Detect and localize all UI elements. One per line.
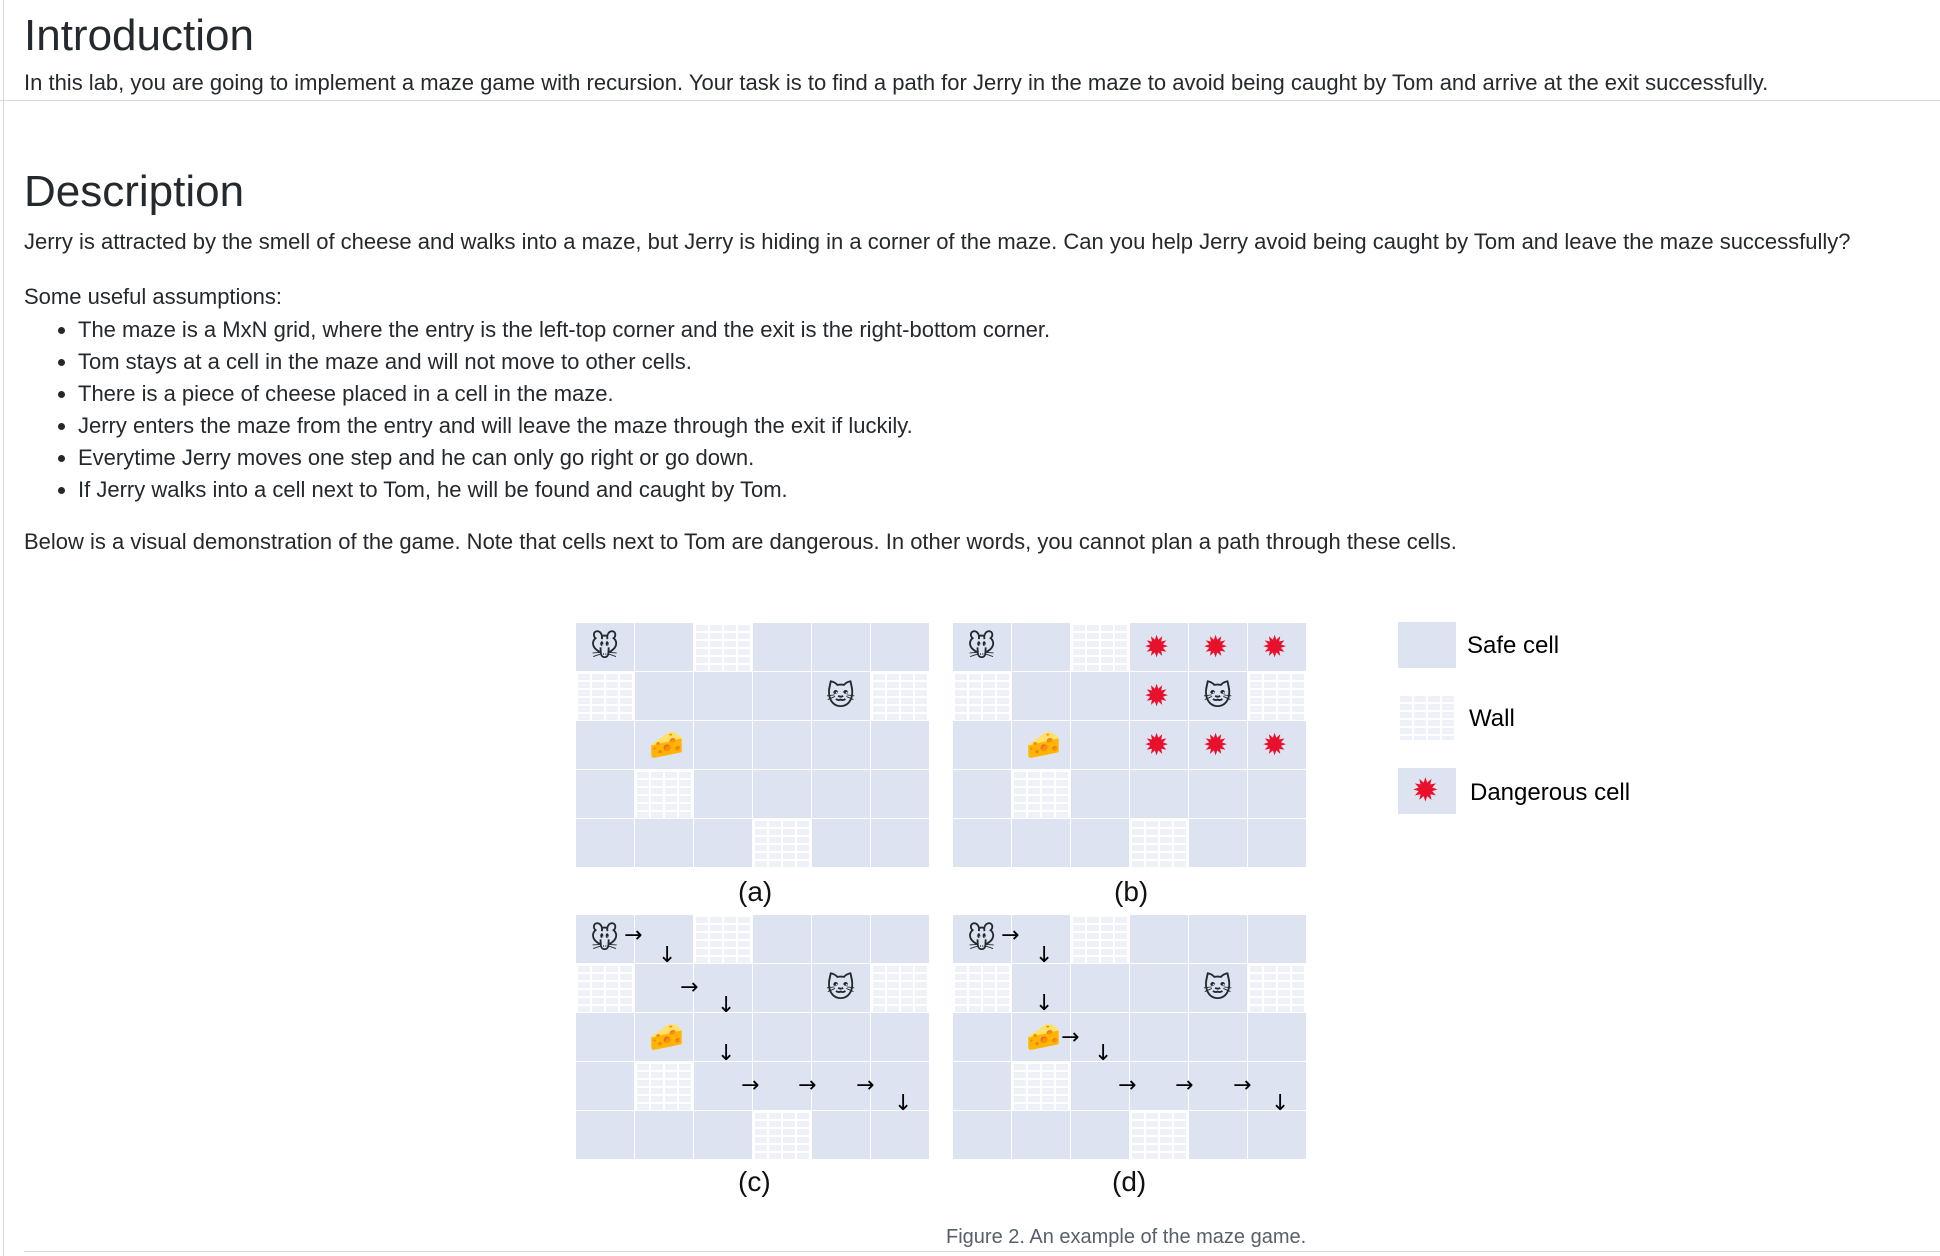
introduction-heading: Introduction bbox=[24, 11, 254, 60]
legend-wall-label: Wall bbox=[1469, 705, 1515, 732]
description-heading: Description bbox=[24, 167, 245, 216]
safe-cell bbox=[871, 915, 929, 963]
arrow-right-icon: → bbox=[1118, 1073, 1137, 1098]
safe-cell bbox=[953, 819, 1011, 867]
safe-cell bbox=[812, 721, 870, 769]
legend-wall-swatch bbox=[1398, 694, 1456, 740]
wall-cell bbox=[1248, 672, 1306, 720]
safe-cell bbox=[753, 672, 811, 720]
assumptions-list bbox=[24, 314, 1050, 506]
safe-cell bbox=[871, 623, 929, 671]
arrow-down-icon: ↓ bbox=[894, 1091, 913, 1116]
arrow-right-icon: → bbox=[741, 1073, 760, 1098]
safe-cell bbox=[694, 721, 752, 769]
assumption-item: • If Jerry walks into a cell next to Tom, he will be found and caught by Tom. bbox=[78, 474, 1050, 506]
explosion-icon: ✹ bbox=[1144, 631, 1170, 664]
wall-cell bbox=[694, 623, 752, 671]
panel-label-c: (c) bbox=[738, 1166, 771, 1197]
safe-cell bbox=[1248, 819, 1306, 867]
safe-cell bbox=[1012, 819, 1070, 867]
safe-cell bbox=[812, 770, 870, 818]
wall-cell bbox=[871, 964, 929, 1012]
tom-cat-icon: 🐱 bbox=[826, 680, 856, 711]
panel-label-a: (a) bbox=[738, 876, 773, 907]
explosion-icon: ✹ bbox=[1203, 631, 1229, 664]
demo-intro-text: Below is a visual demonstration of the game. Note that cells next to Tom are dangerous. In other words, you cannot plan a path through these cells. bbox=[24, 529, 1457, 554]
wall-cell bbox=[1130, 1111, 1188, 1159]
cheese-icon: 🧀 bbox=[1026, 1021, 1061, 1052]
safe-cell bbox=[753, 770, 811, 818]
safe-cell bbox=[1071, 770, 1129, 818]
safe-cell bbox=[753, 964, 811, 1012]
arrow-down-icon: ↓ bbox=[717, 993, 736, 1018]
safe-cell bbox=[1071, 1111, 1129, 1159]
maze-panel-c bbox=[576, 915, 931, 1160]
safe-cell bbox=[1189, 770, 1247, 818]
panel-label-d: (d) bbox=[1112, 1166, 1147, 1197]
safe-cell bbox=[953, 1013, 1011, 1061]
jerry-mouse-icon: 🐭 bbox=[590, 923, 620, 954]
assumption-item: • Everytime Jerry moves one step and he can only go right or go down. bbox=[78, 442, 1050, 474]
wall-cell bbox=[576, 964, 634, 1012]
safe-cell bbox=[1012, 672, 1070, 720]
safe-cell bbox=[1189, 1013, 1247, 1061]
wall-cell bbox=[753, 1111, 811, 1159]
explosion-icon: ✹ bbox=[1203, 729, 1229, 762]
legend-danger-label: Dangerous cell bbox=[1470, 779, 1631, 806]
wall-cell bbox=[753, 819, 811, 867]
arrow-right-icon: → bbox=[1001, 923, 1020, 948]
safe-cell bbox=[1248, 1013, 1306, 1061]
safe-cell bbox=[576, 770, 634, 818]
safe-cell bbox=[694, 770, 752, 818]
wall-cell bbox=[1012, 1062, 1070, 1110]
wall-cell bbox=[953, 964, 1011, 1012]
safe-cell bbox=[635, 623, 693, 671]
explosion-icon: ✹ bbox=[1144, 680, 1170, 713]
safe-cell bbox=[871, 770, 929, 818]
tom-cat-icon: 🐱 bbox=[1203, 680, 1233, 711]
safe-cell bbox=[812, 623, 870, 671]
description-text: Jerry is attracted by the smell of cheese and walks into a maze, but Jerry is hiding in a corner of the maze. Can you help Jerry avoid being caught by Tom and leave the maze successfully? bbox=[24, 229, 1851, 254]
arrow-down-icon: ↓ bbox=[1035, 991, 1054, 1016]
safe-cell bbox=[1071, 819, 1129, 867]
arrow-right-icon: → bbox=[1061, 1025, 1080, 1050]
safe-cell bbox=[1071, 964, 1129, 1012]
safe-cell bbox=[1071, 721, 1129, 769]
wall-cell bbox=[953, 672, 1011, 720]
legend-safe-label: Safe cell bbox=[1467, 632, 1560, 659]
wall-cell bbox=[1248, 964, 1306, 1012]
safe-cell bbox=[1130, 964, 1188, 1012]
safe-cell bbox=[576, 1013, 634, 1061]
jerry-mouse-icon: 🐭 bbox=[967, 923, 997, 954]
wall-cell bbox=[1012, 770, 1070, 818]
arrow-right-icon: → bbox=[856, 1073, 875, 1098]
arrow-right-icon: → bbox=[624, 923, 643, 948]
maze-panel-b bbox=[953, 623, 1308, 868]
safe-cell bbox=[871, 721, 929, 769]
safe-cell bbox=[871, 1013, 929, 1061]
section-divider bbox=[0, 100, 1940, 101]
assumption-item: • The maze is a MxN grid, where the entry is the left-top corner and the exit is the right-bottom corner. bbox=[78, 314, 1050, 346]
jerry-mouse-icon: 🐭 bbox=[967, 631, 997, 662]
safe-cell bbox=[953, 1111, 1011, 1159]
wall-cell bbox=[635, 1062, 693, 1110]
safe-cell bbox=[1189, 819, 1247, 867]
cheese-icon: 🧀 bbox=[649, 1021, 684, 1052]
safe-cell bbox=[1130, 1013, 1188, 1061]
assumption-item: • Jerry enters the maze from the entry and will leave the maze through the exit if luckily. bbox=[78, 410, 1050, 442]
explosion-icon: ✹ bbox=[1144, 729, 1170, 762]
arrow-down-icon: ↓ bbox=[1271, 1091, 1290, 1116]
figure-caption: Figure 2. An example of the maze game. bbox=[946, 1226, 1307, 1248]
safe-cell bbox=[871, 819, 929, 867]
safe-cell bbox=[694, 819, 752, 867]
safe-cell bbox=[871, 1111, 929, 1159]
safe-cell bbox=[1012, 623, 1070, 671]
safe-cell bbox=[694, 672, 752, 720]
jerry-mouse-icon: 🐭 bbox=[590, 631, 620, 662]
wall-cell bbox=[635, 770, 693, 818]
wall-cell bbox=[1071, 623, 1129, 671]
arrow-down-icon: ↓ bbox=[658, 943, 677, 968]
cheese-icon: 🧀 bbox=[1026, 729, 1061, 760]
safe-cell bbox=[694, 1111, 752, 1159]
safe-cell bbox=[1071, 672, 1129, 720]
safe-cell bbox=[1189, 1111, 1247, 1159]
safe-cell bbox=[812, 1013, 870, 1061]
safe-cell bbox=[1130, 915, 1188, 963]
safe-cell bbox=[576, 1111, 634, 1159]
wall-cell bbox=[1071, 915, 1129, 963]
safe-cell bbox=[953, 721, 1011, 769]
legend-safe-swatch bbox=[1398, 622, 1456, 668]
maze-panel-a bbox=[576, 623, 931, 868]
arrow-right-icon: → bbox=[798, 1073, 817, 1098]
safe-cell bbox=[576, 1062, 634, 1110]
maze-panel-d bbox=[953, 915, 1308, 1160]
panel-label-b: (b) bbox=[1114, 876, 1149, 907]
assumption-item: • There is a piece of cheese placed in a cell in the maze. bbox=[78, 378, 1050, 410]
explosion-icon: ✹ bbox=[1262, 729, 1288, 762]
safe-cell bbox=[753, 915, 811, 963]
safe-cell bbox=[812, 1111, 870, 1159]
wall-cell bbox=[576, 672, 634, 720]
wall-cell bbox=[1130, 819, 1188, 867]
arrow-down-icon: ↓ bbox=[1035, 943, 1054, 968]
legend-danger-swatch bbox=[1398, 768, 1456, 814]
explosion-icon: ✹ bbox=[1412, 772, 1439, 808]
safe-cell bbox=[635, 672, 693, 720]
bottom-divider bbox=[24, 1251, 1940, 1252]
introduction-text: In this lab, you are going to implement a maze game with recursion. Your task is to find a path for Jerry in the maze to avoid being caught by Tom and arrive at the exit successfully. bbox=[24, 70, 1769, 95]
tom-cat-icon: 🐱 bbox=[826, 972, 856, 1003]
safe-cell bbox=[953, 770, 1011, 818]
left-border bbox=[3, 0, 4, 1256]
safe-cell bbox=[576, 721, 634, 769]
wall-cell bbox=[871, 672, 929, 720]
arrow-down-icon: ↓ bbox=[717, 1041, 736, 1066]
safe-cell bbox=[753, 721, 811, 769]
arrow-right-icon: → bbox=[1233, 1073, 1252, 1098]
safe-cell bbox=[576, 819, 634, 867]
assumptions-label: Some useful assumptions: bbox=[24, 284, 283, 309]
safe-cell bbox=[1248, 915, 1306, 963]
tom-cat-icon: 🐱 bbox=[1203, 972, 1233, 1003]
safe-cell bbox=[1248, 1111, 1306, 1159]
safe-cell bbox=[1189, 915, 1247, 963]
wall-cell bbox=[694, 915, 752, 963]
arrow-down-icon: ↓ bbox=[1094, 1041, 1113, 1066]
safe-cell bbox=[753, 1013, 811, 1061]
safe-cell bbox=[1130, 770, 1188, 818]
safe-cell bbox=[953, 1062, 1011, 1110]
safe-cell bbox=[635, 1111, 693, 1159]
safe-cell bbox=[1248, 770, 1306, 818]
safe-cell bbox=[812, 915, 870, 963]
cheese-icon: 🧀 bbox=[649, 729, 684, 760]
safe-cell bbox=[1012, 1111, 1070, 1159]
arrow-right-icon: → bbox=[1175, 1073, 1194, 1098]
safe-cell bbox=[635, 819, 693, 867]
safe-cell bbox=[753, 623, 811, 671]
assumption-item: • Tom stays at a cell in the maze and will not move to other cells. bbox=[78, 346, 1050, 378]
arrow-right-icon: → bbox=[680, 975, 699, 1000]
safe-cell bbox=[812, 819, 870, 867]
explosion-icon: ✹ bbox=[1262, 631, 1288, 664]
